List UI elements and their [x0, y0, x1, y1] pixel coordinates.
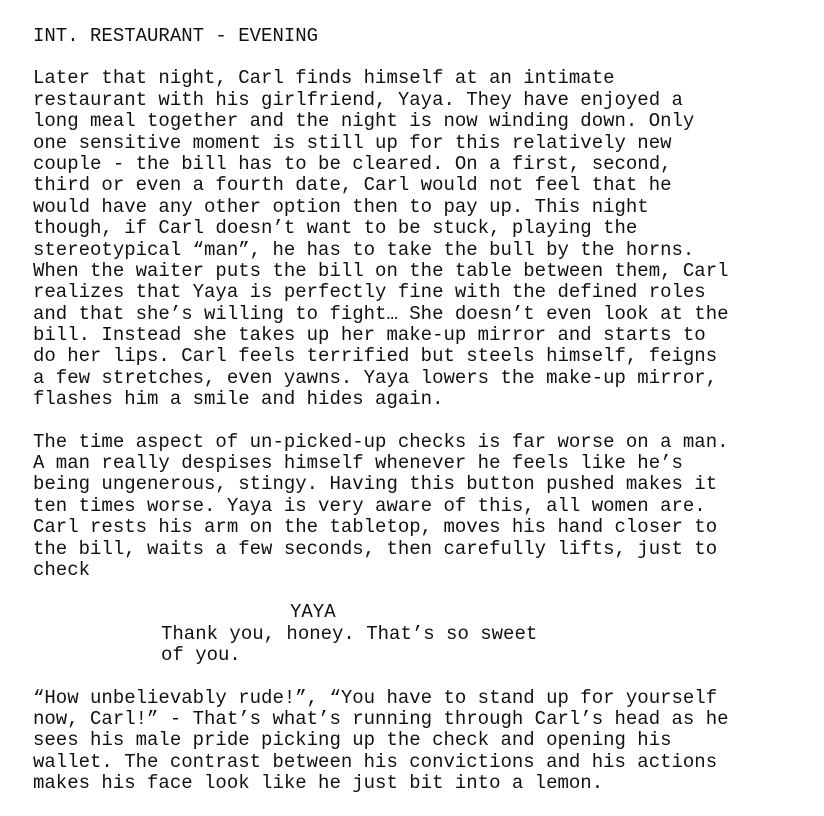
- action-line: Carl rests his arm on the tabletop, moves his hand closer to: [33, 516, 718, 539]
- action-line: check: [33, 558, 91, 581]
- action-line: ten times worse. Yaya is very aware of this, all women are.: [33, 494, 706, 517]
- action-paragraph-3: [33, 688, 813, 795]
- dialogue-text: [33, 624, 813, 667]
- action-line: The time aspect of un-picked-up checks is far worse on a man.: [33, 430, 729, 453]
- scene-heading: INT. RESTAURANT - EVENING: [33, 25, 319, 47]
- action-line: restaurant with his girlfriend, Yaya. They have enjoyed a: [33, 88, 683, 111]
- action-line: flashes him a smile and hides again.: [33, 388, 444, 411]
- action-line: one sensitive moment is still up for this relatively new: [33, 131, 672, 154]
- action-line: bill. Instead she takes up her make-up mirror and starts to: [33, 324, 706, 347]
- action-line: do her lips. Carl feels terrified but steels himself, feigns: [33, 345, 718, 368]
- action-line: couple - the bill has to be cleared. On a first, second,: [33, 152, 672, 175]
- action-line: would have any other option then to pay up. This night: [33, 195, 649, 218]
- action-line: A man really despises himself whenever he feels like he’s: [33, 452, 683, 475]
- action-line: stereotypical “man”, he has to take the bull by the horns.: [33, 238, 695, 261]
- action-line: realizes that Yaya is perfectly fine with the defined roles: [33, 281, 706, 304]
- action-line: “How unbelievably rude!”, “You have to stand up for yourself: [33, 686, 718, 709]
- action-line: though, if Carl doesn’t want to be stuck, playing the: [33, 217, 638, 240]
- action-line: Later that night, Carl finds himself at an intimate: [33, 67, 615, 90]
- action-line: When the waiter puts the bill on the table between them, Carl: [33, 259, 729, 282]
- screenplay-page: [33, 26, 813, 816]
- action-line: the bill, waits a few seconds, then carefully lifts, just to: [33, 537, 718, 560]
- action-line: a few stretches, even yawns. Yaya lowers the make-up mirror,: [33, 366, 718, 389]
- action-line: third or even a fourth date, Carl would not feel that he: [33, 174, 672, 197]
- action-line: and that she’s willing to fight… She doesn’t even look at the: [33, 302, 729, 325]
- action-line: now, Carl!” - That’s what’s running through Carl’s head as he: [33, 707, 729, 730]
- action-line: makes his face look like he just bit into a lemon.: [33, 772, 604, 795]
- action-line: long meal together and the night is now winding down. Only: [33, 110, 695, 133]
- action-line: sees his male pride picking up the check and opening his: [33, 729, 672, 752]
- character-name: YAYA: [290, 601, 336, 624]
- action-line: being ungenerous, stingy. Having this button pushed makes it: [33, 473, 718, 496]
- dialogue-line: Thank you, honey. That’s so sweet: [161, 622, 538, 645]
- dialogue-block: [33, 602, 813, 666]
- action-paragraph-2: [33, 432, 813, 582]
- dialogue-line: of you.: [161, 644, 241, 667]
- action-paragraph-1: [33, 68, 813, 410]
- action-line: wallet. The contrast between his convictions and his actions: [33, 750, 718, 773]
